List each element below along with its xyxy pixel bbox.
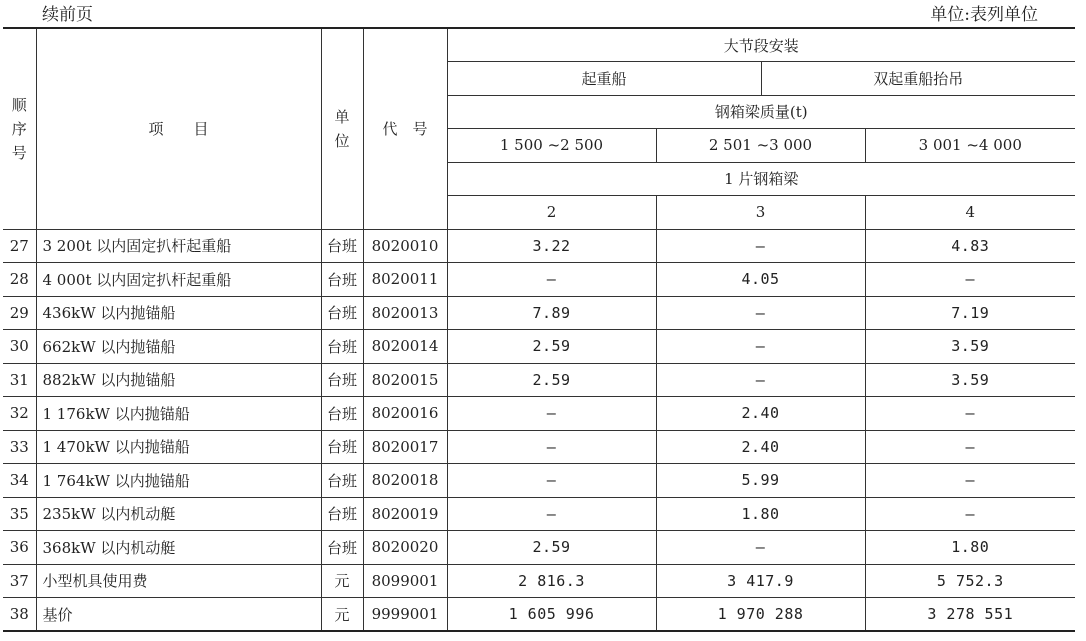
row-value-3: 7.19 [865,296,1075,330]
row-unit: 台班 [321,263,363,297]
row-item: 3 200t 以内固定扒杆起重船 [36,229,321,263]
row-value-1: 2 816.3 [447,564,656,598]
row-value-3: 3 278 551 [865,598,1075,632]
row-value-2: 5.99 [656,464,865,498]
table-row [3,229,1075,263]
header-range-2: 2 501 ~3 000 [656,129,865,163]
row-unit: 台班 [321,531,363,565]
continued-label: 续前页 [42,5,93,25]
row-value-1: — [447,430,656,464]
row-code: 8099001 [363,564,447,598]
row-value-3: — [865,497,1075,531]
header-col-num: 2 [447,196,656,230]
row-value-2: — [656,296,865,330]
row-value-1: 7.89 [447,296,656,330]
row-unit: 台班 [321,229,363,263]
header-per: 1 片钢箱梁 [447,162,1075,196]
header-col-num: 3 [656,196,865,230]
row-seq: 34 [3,464,36,498]
table-row [3,263,1075,297]
row-value-2: — [656,363,865,397]
header-code: 代 号 [363,28,447,229]
row-unit: 台班 [321,397,363,431]
row-item: 368kW 以内机动艇 [36,531,321,565]
row-value-3: 3.59 [865,330,1075,364]
row-seq: 29 [3,296,36,330]
header-seq: 顺 序 号 [3,28,36,229]
row-unit: 元 [321,564,363,598]
row-unit: 台班 [321,296,363,330]
row-value-3: — [865,397,1075,431]
row-unit: 台班 [321,464,363,498]
row-value-2: 1.80 [656,497,865,531]
row-seq: 27 [3,229,36,263]
table-row [3,296,1075,330]
row-seq: 36 [3,531,36,565]
row-value-1: 2.59 [447,363,656,397]
table-row [3,330,1075,364]
table-row [3,531,1075,565]
table-row [3,430,1075,464]
row-seq: 32 [3,397,36,431]
row-item: 882kW 以内抛锚船 [36,363,321,397]
row-code: 8020010 [363,229,447,263]
table-row [3,497,1075,531]
row-unit: 台班 [321,430,363,464]
row-value-3: 3.59 [865,363,1075,397]
row-value-2: 2.40 [656,430,865,464]
quota-table [3,27,1075,632]
header-range-3: 3 001 ~4 000 [865,129,1075,163]
row-code: 8020013 [363,296,447,330]
row-code: 8020014 [363,330,447,364]
table-row [3,598,1075,632]
row-item: 662kW 以内抛锚船 [36,330,321,364]
row-seq: 35 [3,497,36,531]
row-item: 235kW 以内机动艇 [36,497,321,531]
header-group: 大节段安装 [447,28,1075,62]
row-seq: 38 [3,598,36,632]
row-value-1: 2.59 [447,330,656,364]
row-seq: 28 [3,263,36,297]
unit-note: 单位:表列单位 [930,5,1038,25]
header-unit: 单 位 [321,28,363,229]
row-seq: 33 [3,430,36,464]
table-row [3,363,1075,397]
row-item: 4 000t 以内固定扒杆起重船 [36,263,321,297]
row-value-2: — [656,531,865,565]
row-value-3: 5 752.3 [865,564,1075,598]
row-code: 8020016 [363,397,447,431]
row-code: 8020015 [363,363,447,397]
row-item: 1 470kW 以内抛锚船 [36,430,321,464]
row-value-1: — [447,397,656,431]
table-row [3,464,1075,498]
row-value-1: 3.22 [447,229,656,263]
header-sub-b: 双起重船抬吊 [761,62,1075,96]
row-code: 8020018 [363,464,447,498]
row-value-1: 2.59 [447,531,656,565]
row-value-1: — [447,263,656,297]
row-value-3: — [865,464,1075,498]
row-value-2: 2.40 [656,397,865,431]
row-value-1: 1 605 996 [447,598,656,632]
row-value-2: — [656,229,865,263]
row-item: 436kW 以内抛锚船 [36,296,321,330]
row-value-2: — [656,330,865,364]
header-range-1: 1 500 ~2 500 [447,129,656,163]
row-value-3: — [865,430,1075,464]
row-unit: 台班 [321,497,363,531]
row-unit: 台班 [321,363,363,397]
row-value-3: 1.80 [865,531,1075,565]
row-value-2: 1 970 288 [656,598,865,632]
row-code: 9999001 [363,598,447,632]
row-value-2: 3 417.9 [656,564,865,598]
row-item: 1 176kW 以内抛锚船 [36,397,321,431]
row-value-3: — [865,263,1075,297]
row-item: 1 764kW 以内抛锚船 [36,464,321,498]
row-seq: 37 [3,564,36,598]
row-code: 8020019 [363,497,447,531]
header-col-num: 4 [865,196,1075,230]
row-item: 小型机具使用费 [36,564,321,598]
row-value-3: 4.83 [865,229,1075,263]
header-item: 项 目 [36,28,321,229]
table-row [3,564,1075,598]
row-code: 8020020 [363,531,447,565]
row-unit: 台班 [321,330,363,364]
row-value-2: 4.05 [656,263,865,297]
header-measure: 钢箱梁质量(t) [447,95,1075,129]
row-seq: 30 [3,330,36,364]
page-header [0,4,1086,26]
table-body [3,229,1075,631]
row-seq: 31 [3,363,36,397]
row-unit: 元 [321,598,363,632]
table-row [3,397,1075,431]
row-code: 8020017 [363,430,447,464]
row-value-1: — [447,464,656,498]
row-code: 8020011 [363,263,447,297]
row-item: 基价 [36,598,321,632]
header-sub-a: 起重船 [447,62,761,96]
row-value-1: — [447,497,656,531]
